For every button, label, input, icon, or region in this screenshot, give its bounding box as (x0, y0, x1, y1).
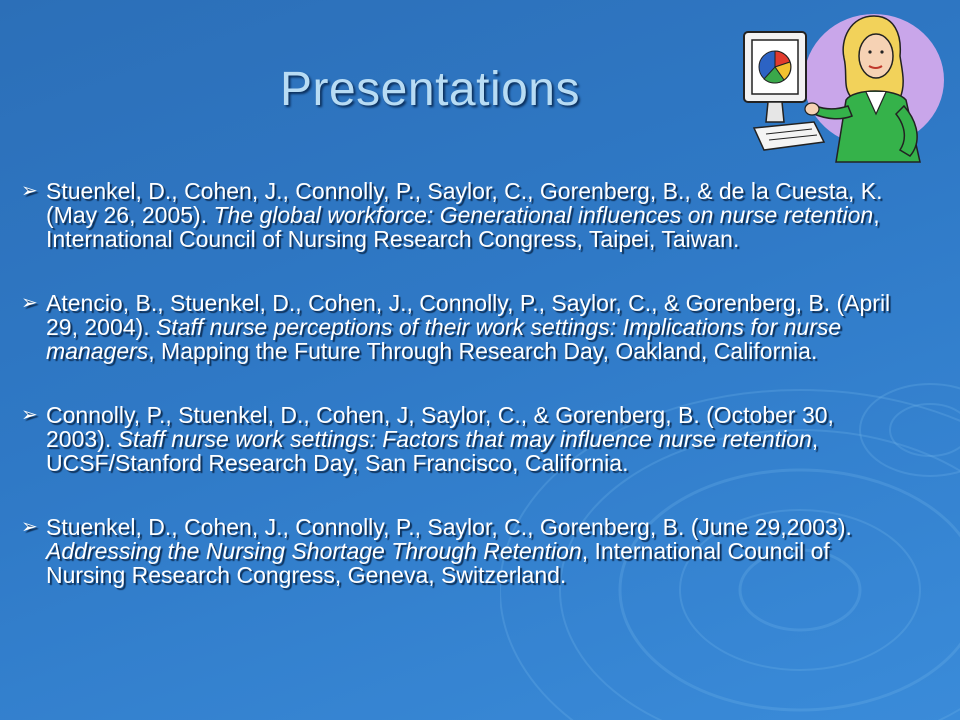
list-item (16, 515, 896, 587)
item-venue: , Mapping the Future Through Research Day, Oakland, California. (148, 338, 818, 364)
item-venue: , International Council of Nursing Research Congress, Taipei, Taiwan. (46, 202, 880, 252)
presenter-clipart-icon (724, 10, 954, 165)
arrow-bullet-icon: ➢ (21, 404, 38, 426)
item-venue: , UCSF/Stanford Research Day, San Francisco, California. (46, 426, 819, 476)
item-title: Staff nurse perceptions of their work settings: Implications for nurse managers (46, 314, 842, 364)
arrow-bullet-icon: ➢ (21, 180, 38, 202)
item-title: Addressing the Nursing Shortage Through Retention (46, 538, 582, 564)
list-item (16, 403, 896, 475)
arrow-bullet-icon: ➢ (21, 292, 38, 314)
item-venue: , International Council of Nursing Research Congress, Geneva, Switzerland. (46, 538, 830, 588)
list-item (16, 291, 896, 363)
item-authors-date: Atencio, B., Stuenkel, D., Cohen, J., Connolly, P., Saylor, C., & Gorenberg, B. (April 29, 2004). (46, 290, 891, 340)
item-authors-date: Connolly, P., Stuenkel, D., Cohen, J, Saylor, C., & Gorenberg, B. (October 30, 2003). (46, 402, 834, 452)
presentation-list (16, 179, 896, 587)
item-title: The global workforce: Generational influences on nurse retention (213, 202, 874, 228)
item-authors-date: Stuenkel, D., Cohen, J., Connolly, P., Saylor, C., Gorenberg, B., & de la Cuesta, K. (May 26, 2005). (46, 178, 883, 228)
arrow-bullet-icon: ➢ (21, 516, 38, 538)
list-item (16, 179, 896, 251)
item-title: Staff nurse work settings: Factors that may influence nurse retention (117, 426, 812, 452)
item-authors-date: Stuenkel, D., Cohen, J., Connolly, P., Saylor, C., Gorenberg, B. (June 29,2003). (46, 514, 852, 540)
slide-title: Presentations (279, 63, 580, 116)
